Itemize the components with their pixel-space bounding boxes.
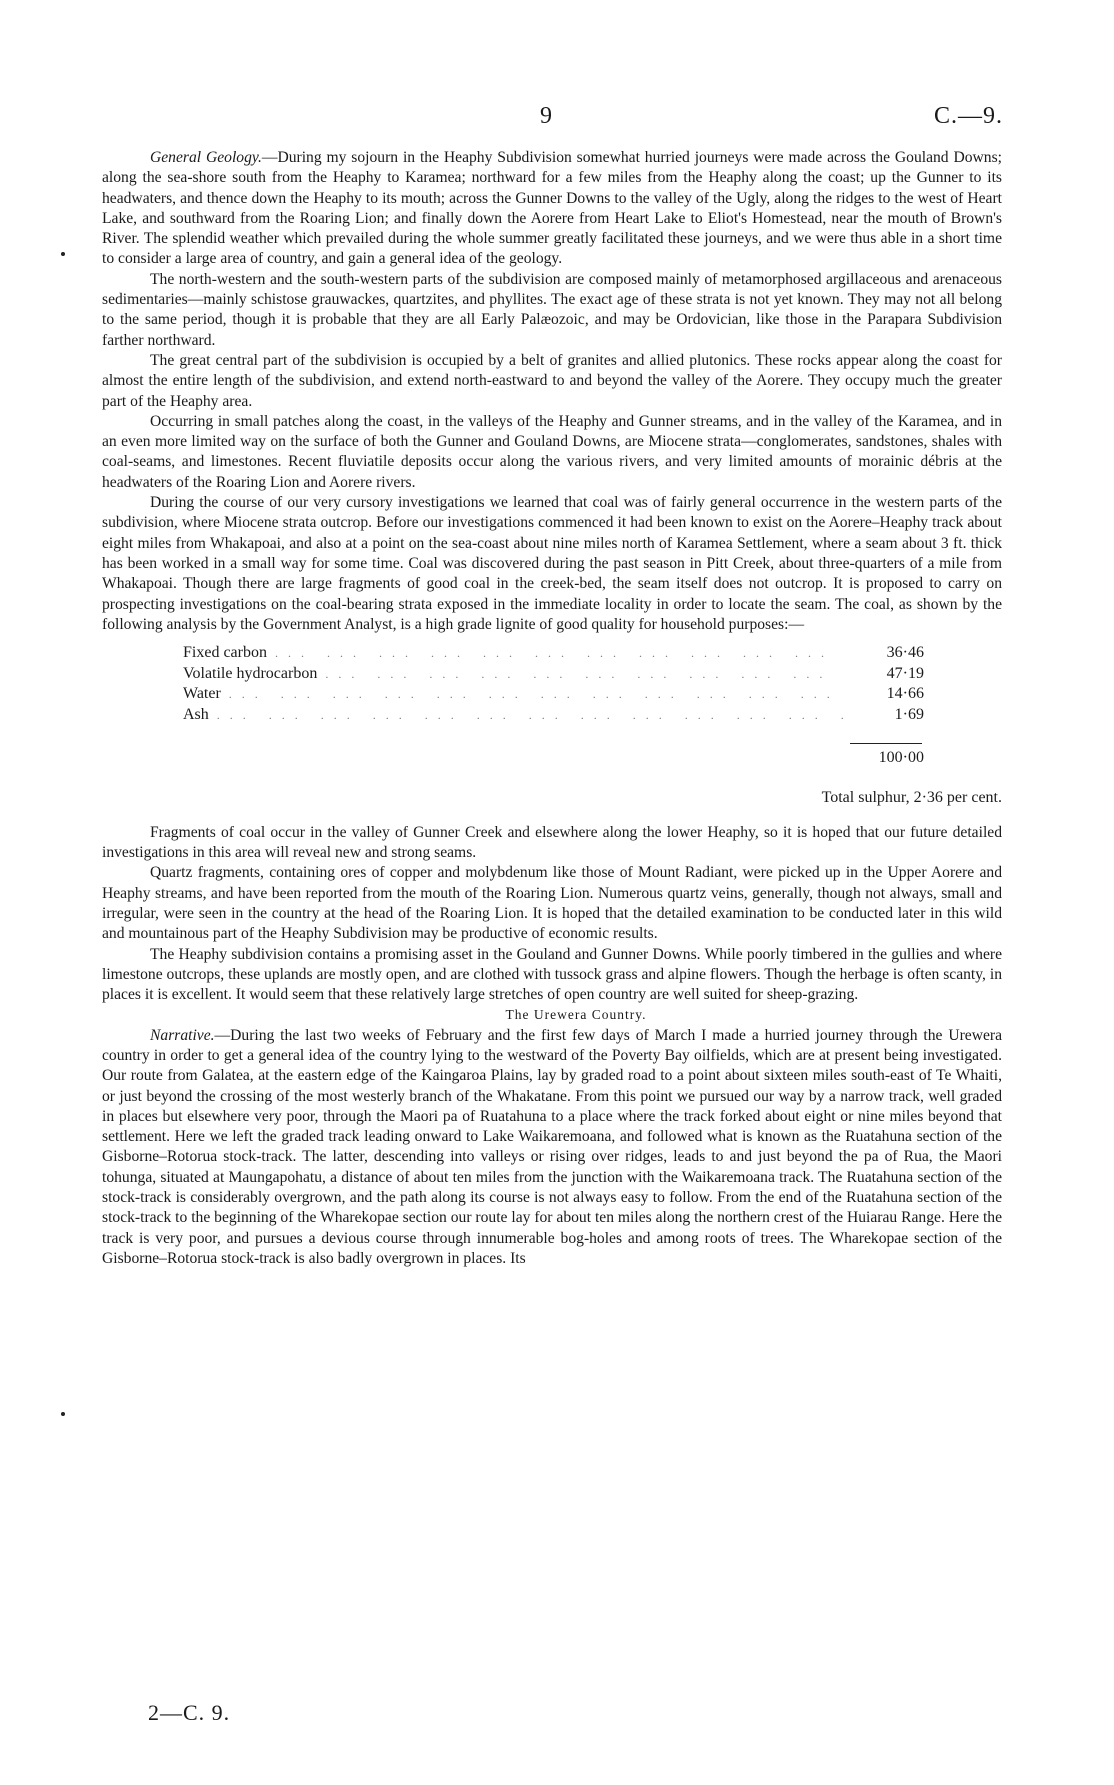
analysis-row [102, 664, 1002, 685]
analysis-label: Ash [183, 705, 209, 723]
leader-dots [229, 684, 846, 704]
paragraph-general-geology [102, 148, 1002, 270]
paragraph: The north-western and the south-western parts of the subdivision are composed mainly of metamorphosed argillaceous and arenaceous sedimentaries—mainly schistose grauwackes, quartzites, and phyllites. The exact age of these strata is not yet known. They may not all belong to the same period, though it is probable that they are all Early Palæozoic, and may be Ordovician, like those in the Parapara Subdivision farther northward. [102, 270, 1002, 349]
page-header [0, 103, 1114, 129]
analysis-label: Water [183, 685, 221, 703]
margin-mark-dot [61, 1412, 65, 1416]
series-code: C.—9. [934, 103, 1004, 129]
paragraph-lead: Narrative. [150, 1026, 215, 1044]
paragraph: Fragments of coal occur in the valley of Gunner Creek and elsewhere along the lower Heaphy, so it is hoped that our future detailed investigations in this area will reveal new and strong seams. [102, 823, 1002, 862]
analysis-value: 1·69 [894, 705, 924, 723]
paragraph: The great central part of the subdivision is occupied by a belt of granites and allied plutonics. These rocks appear along the coast for almost the entire length of the subdivision, and extend north-eastward to and beyond the valley of the Aorere. They occupy much the greater part of the Heaphy area. [102, 351, 1002, 410]
paragraph-text: —During my sojourn in the Heaphy Subdivision somewhat hurried journeys were made across the Gouland Downs; along the sea-shore south from the Heaphy to Karamea; northward for a few miles from the Heaphy along the coast; up the Gunner to its headwaters, and thence down the Heaphy to its mouth; across the Gunner Downs to the valley of the Ugly, along the ridges to the west of Heart Lake, and southward from the Roaring Lion; and finally down the Aorere from Heart Lake to Eliot's Homestead, near the mouth of Brown's River. The splendid weather which prevailed during the whole summer greatly facilitated these journeys, and we were thus able in a short time to consider a large area of country, and gain a general idea of the geology. [102, 149, 1002, 268]
leader-dots [217, 705, 846, 725]
margin-mark-dot [61, 252, 65, 256]
analysis-value: 47·19 [886, 664, 924, 682]
analysis-total: 100·00 [878, 749, 924, 767]
paragraph: Quartz fragments, containing ores of copper and molybdenum like those of Mount Radiant, were picked up in the Upper Aorere and Heaphy streams, and have been reported from the mouth of the Roaring Lion. Numerous quartz veins, generally, though not always, small and irregular, were seen in the country at the head of the Roaring Lion. It is hoped that the detailed examination to be conducted later in this wild and mountainous part of the Heaphy Subdivision may be productive of economic results. [102, 864, 1002, 943]
paragraph: The Heaphy subdivision contains a promising asset in the Gouland and Gunner Downs. While poorly timbered in the gullies and where limestone outcrops, these uplands are mostly open, and are clothed with tussock grass and alpine flowers. Though the herbage is often scanty, in places it is excellent. It would seem that these relatively large stretches of open country are well suited for sheep-grazing. [102, 945, 1002, 1004]
total-rule [850, 743, 922, 744]
body-text [102, 148, 1002, 1269]
analysis-value: 14·66 [886, 685, 924, 703]
analysis-row [102, 684, 1002, 705]
paragraph-lead: General Geology. [150, 149, 262, 166]
paragraph-narrative [102, 1026, 1002, 1270]
paragraph-text: —During the last two weeks of February and the first few days of March I made a hurried journey through the Urewera country in order to get a general idea of the country lying to the westward of the Poverty Bay oilfields, which are at present being investigated. Our route from Galatea, at the eastern edge of the Kaingaroa Plains, lay by graded road to a point about sixteen miles south-east of Te Whaiti, or just beyond the crossing of the most westerly branch of the Whakatane. From this point we pursued our way by a narrow track, well graded in places but elsewhere very poor, through the Maori pa of Ruatahuna to a place where the track forked about eight or nine miles beyond that settlement. Here we left the graded track leading onward to Lake Waikaremoana, and followed what is known as the Ruatahuna section of the Gisborne–Rotorua stock-track. The latter, descending into valleys or rising over ridges, leads to and just beyond the pa of Rua, the Maori tohunga, situated at Maungapohatu, a distance of about ten miles from the junction with the Waikaremoana track. The Ruatahuna section of the stock-track is considerably overgrown, and the path along its course is not always easy to follow. From the end of the Ruatahuna section of the stock-track to the beginning of the Wharekopae section our route lay for about ten miles along the northern crest of the Huiarau Range. Here the track is very poor, and pursues a devious course through innumerable bog-holes and among roots of trees. The Wharekopae section of the Gisborne–Rotorua stock-track is also badly overgrown in places. Its [102, 1026, 1002, 1267]
paragraph: Occurring in small patches along the coast, in the valleys of the Heaphy and Gunner streams, and in the valley of the Karamea, and in an even more limited way on the surface of both the Gunner and Gouland Downs, are Miocene strata—conglomerates, sandstones, shales with coal-seams, and limestones. Recent fluviatile deposits occur along the various rivers, and very limited amounts of morainic débris at the headwaters of the Roaring Lion and Aorere rivers. [102, 412, 1002, 491]
paragraph: During the course of our very cursory investigations we learned that coal was of fairly general occurrence in the western parts of the subdivision, where Miocene strata outcrop. Before our investigations commenced it had been known to exist on the Aorere–Heaphy track about eight miles from Whakapoai, and also at a point on the sea-coast about nine miles north of Karamea Settlement, where a seam about 3 ft. thick has been worked in a small way for some time. Coal was discovered during the past season in Pitt Creek, about three-quarters of a mile from Whakapoai. Though there are large fragments of good coal in the creek-bed, the seam itself does not outcrop. It is proposed to carry on prospecting investigations on the coal-bearing strata exposed in the immediate locality in order to locate the seam. The coal, as shown by the following analysis by the Government Analyst, is a high grade lignite of good quality for household purposes:— [102, 494, 1002, 633]
leader-dots [275, 643, 846, 663]
leader-dots [325, 664, 846, 684]
analysis-row [102, 643, 1002, 664]
analysis-value: 36·46 [886, 644, 924, 662]
analysis-row [102, 705, 1002, 726]
section-heading: The Urewera Country. [505, 1007, 647, 1023]
sulphur-note: Total sulphur, 2·36 per cent. [821, 789, 1002, 807]
analysis-label: Volatile hydrocarbon [183, 664, 318, 682]
coal-analysis-table [102, 643, 1002, 809]
analysis-label: Fixed carbon [183, 644, 267, 662]
signature-code: 2—C. 9. [148, 1700, 231, 1725]
page-number: 9 [540, 103, 552, 129]
